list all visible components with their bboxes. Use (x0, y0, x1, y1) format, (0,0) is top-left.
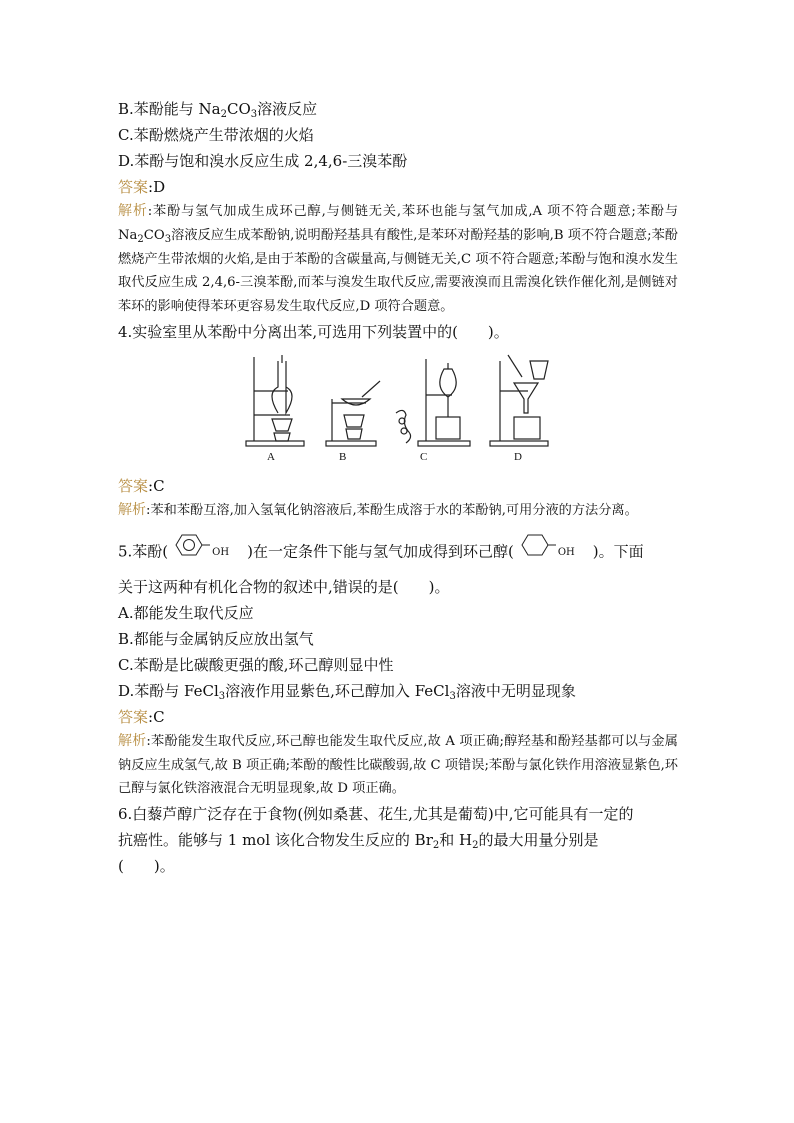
q3-option-d: D.苯酚与饱和溴水反应生成 2,4,6-三溴苯酚 (118, 152, 408, 170)
q5-option-b: B.都能与金属钠反应放出氢气 (118, 629, 314, 648)
q5-explanation: 解析:苯酚能发生取代反应,环己醇也能发生取代反应,故 A 项正确;醇羟基和酚羟基都可以与金属钠反应生成氢气,故 B 项正确;苯酚的酸性比碳酸弱,故 C 项错误;苯酚与氯化铁作用溶液显紫色,环己醇与氯化铁溶液混合无明显现象,故 D 项正确。 (118, 732, 678, 797)
q3-answer: 答案:D (118, 178, 166, 196)
q5-stem-line-1: 5.苯酚( $^{OH}$ )在一定条件下能与氢气加成得到环己醇( $^{OH}$ )。下面 (118, 531, 678, 574)
apparatus-label-c: C (420, 450, 428, 463)
q4-answer: 答案:C (118, 476, 165, 495)
apparatus-clamp-icon (396, 410, 411, 443)
apparatus-label-b: B (339, 450, 347, 463)
apparatus-diagram (238, 351, 558, 451)
apparatus-label-d: D (514, 450, 522, 463)
q4-explanation: 解析:苯和苯酚互溶,加入氢氧化钠溶液后,苯酚生成溶于水的苯酚钠,可用分液的方法分离。 (118, 501, 638, 518)
apparatus-label-a: A (267, 450, 275, 463)
apparatus-b-icon (326, 381, 380, 446)
q5-option-a: A.都能发生取代反应 (118, 603, 254, 622)
q3-explanation: 解析:苯酚与氢气加成生成环己醇,与侧链无关,苯环也能与氢气加成,A 项不符合题意;苯酚与 $Na_2CO_3$溶液反应生成苯酚钠,说明酚羟基具有酸性,是苯环对酚羟基的影响,B 项不符合题意;苯酚燃烧产生带浓烟的火焰,是由于苯酚的含碳量高,与侧链无关,C 项不符合题意;苯酚与饱和溴水发生取代反应生成 2,4,6-三溴苯酚,而苯与溴发生取代反应,需要液溴而且需溴化铁作催化剂,是侧链对苯环的影响使得苯环更容易发生取代反应,D 项符合题意。 (118, 203, 679, 315)
q3-option-b: B.苯酚能与 $Na_2CO_3$溶液反应 (118, 100, 318, 120)
q4-stem: 4.实验室里从苯酚中分离出苯,可选用下列装置中的( )。 (118, 322, 509, 341)
q3-option-c: C.苯酚燃烧产生带浓烟的火焰 (118, 126, 314, 144)
q5-stem-line-2: 关于这两种有机化合物的叙述中,错误的是( )。 (118, 577, 450, 596)
q5-answer: 答案:C (118, 707, 165, 726)
q6-stem-line-3: ( )。 (118, 857, 175, 876)
q5-option-c: C.苯酚是比碳酸更强的酸,环己醇则显中性 (118, 655, 394, 674)
apparatus-d-icon (490, 355, 548, 446)
q6-stem-line-2: 抗癌性。能够与 1 mol 该化合物发生反应的 $Br_2$和 $H_2$的最大用量分别是 (118, 831, 599, 852)
q6-stem-line-1: 6.白藜芦醇广泛存在于食物(例如桑葚、花生,尤其是葡萄)中,它可能具有一定的 (118, 805, 634, 824)
cyclohexanol-structure: OH (514, 531, 593, 574)
apparatus-c-icon (418, 359, 470, 446)
q5-option-d: D.苯酚与 FeCl$_3$溶液作用显紫色,环己醇加入 FeCl$_3$溶液中无明显现象 (118, 681, 576, 702)
document-page (118, 96, 678, 879)
apparatus-a-icon (246, 355, 304, 446)
apparatus-figure (118, 351, 678, 469)
phenol-structure: OH (168, 531, 247, 574)
